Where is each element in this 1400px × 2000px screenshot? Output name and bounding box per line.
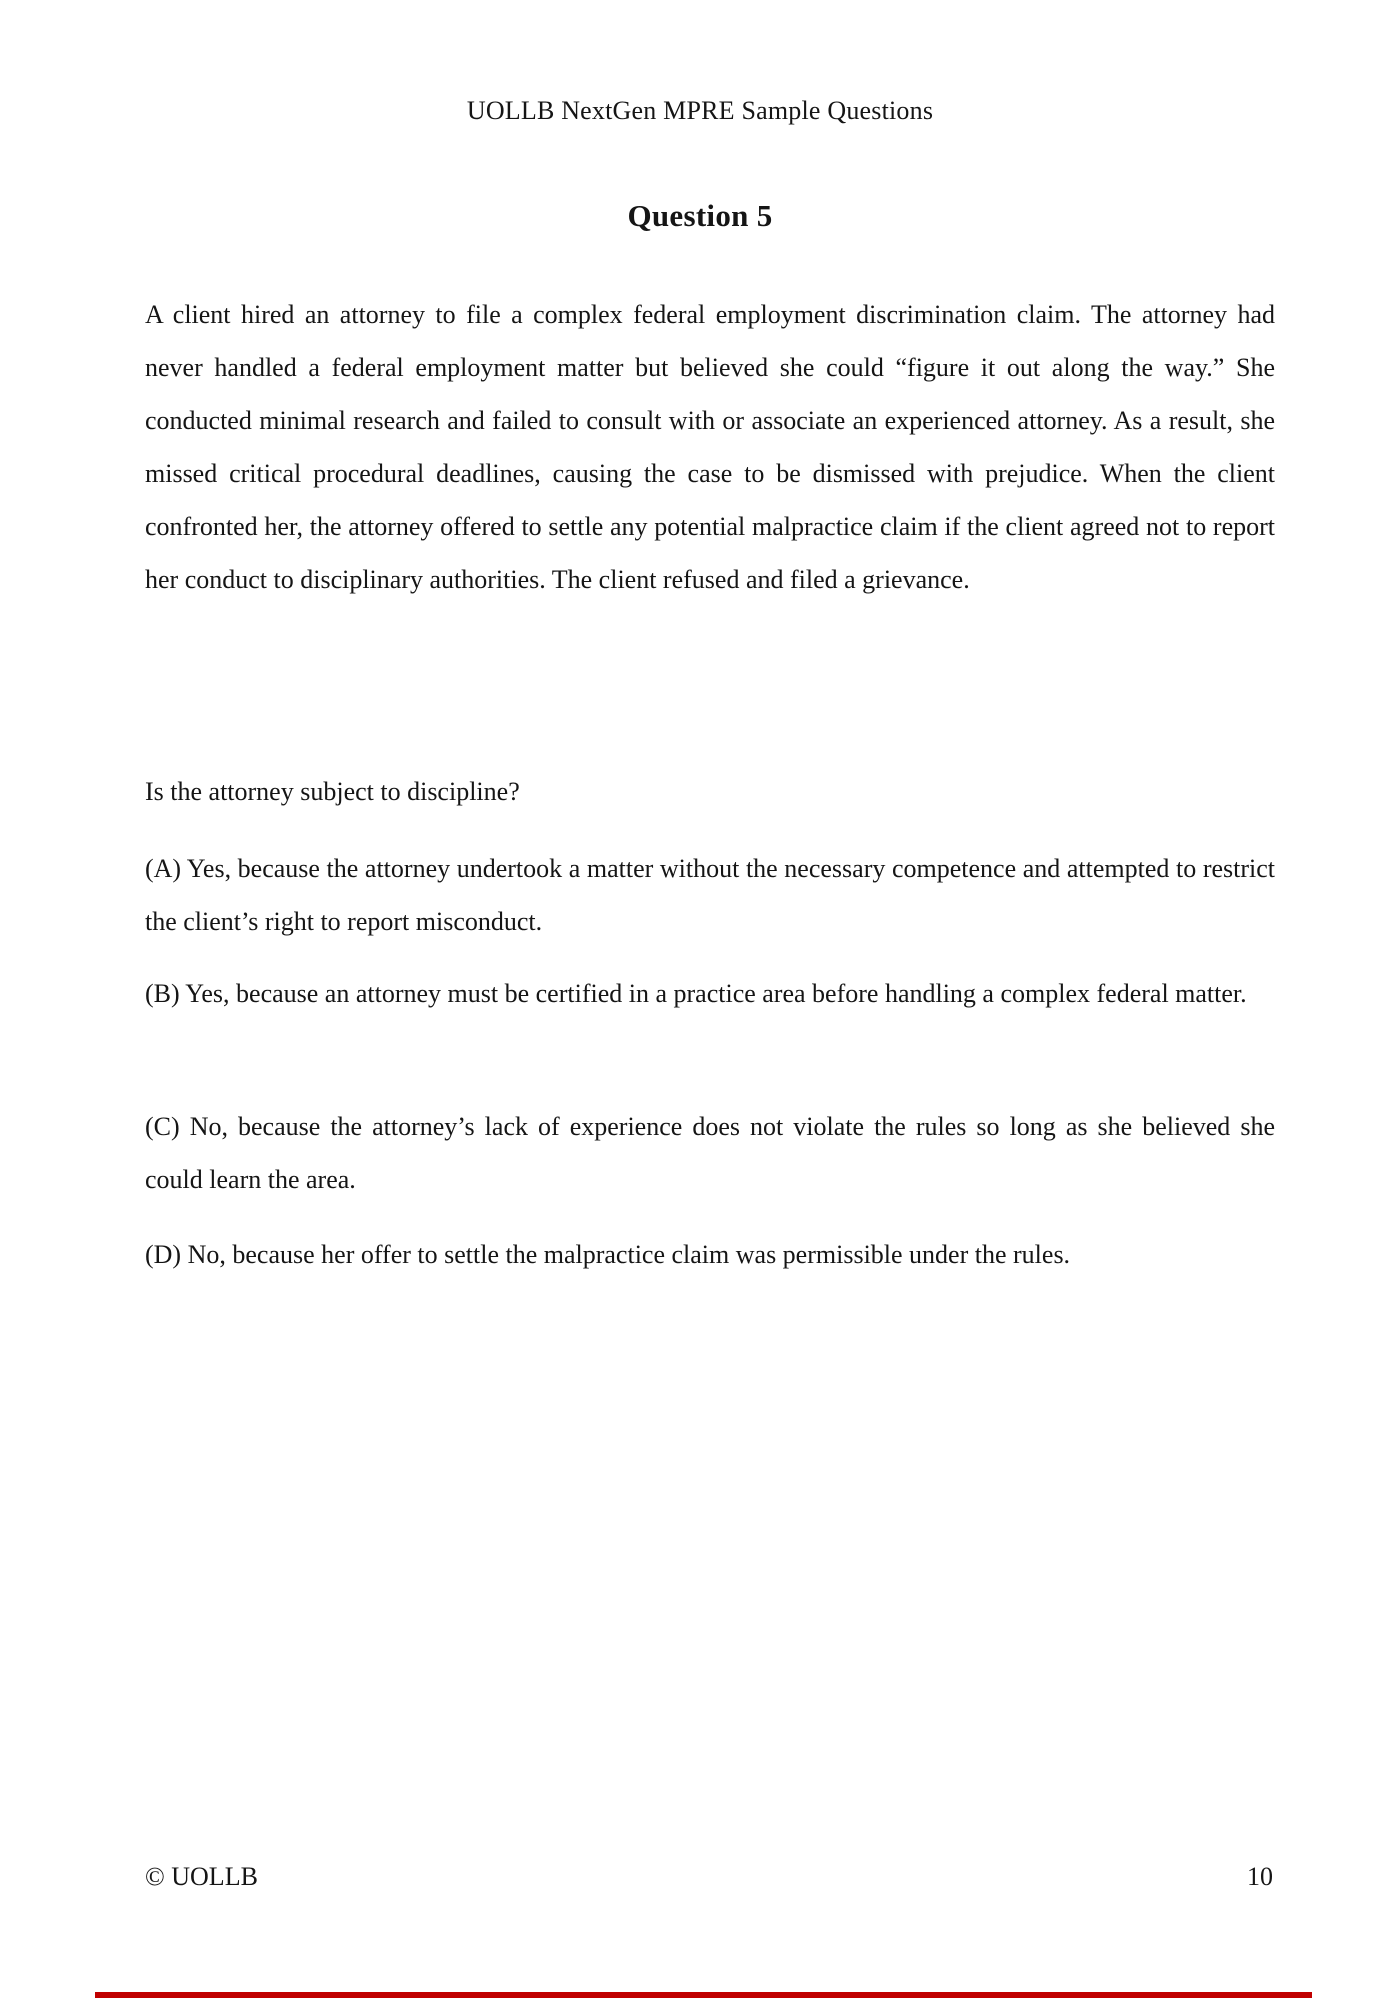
bottom-accent-rule (95, 1992, 1312, 1998)
answer-option-a: (A) Yes, because the attorney undertook a matter without the necessary competence and attempted to restrict the client’s right to report misconduct. (145, 854, 1275, 936)
scenario-paragraph: A client hired an attorney to file a complex federal employment discrimination claim. The attorney had never handled a federal employment matter but believed she could “figure it out along the way.” She conducted minimal research and failed to consult with or associate an experienced attorney. As a result, she missed critical procedural deadlines, causing the case to be dismissed with prejudice. When the client confronted her, the attorney offered to settle any potential malpractice claim if the client agreed not to report her conduct to disciplinary authorities. The client refused and filed a grievance. (145, 300, 1275, 594)
answer-option-d: (D) No, because her offer to settle the malpractice claim was permissible under the rules. (145, 1240, 1071, 1269)
footer-page-number: 10 (1247, 1862, 1273, 1891)
running-header: UOLLB NextGen MPRE Sample Questions (466, 96, 934, 125)
page-title: Question 5 (627, 198, 773, 233)
answer-option-c: (C) No, because the attorney’s lack of experience does not violate the rules so long as she believed she could learn the area. (145, 1112, 1275, 1194)
answer-option-b: (B) Yes, because an attorney must be certified in a practice area before handling a complex federal matter. (145, 979, 1247, 1008)
question-prompt: Is the attorney subject to discipline? (145, 777, 520, 806)
footer-copyright: © UOLLB (145, 1862, 258, 1891)
